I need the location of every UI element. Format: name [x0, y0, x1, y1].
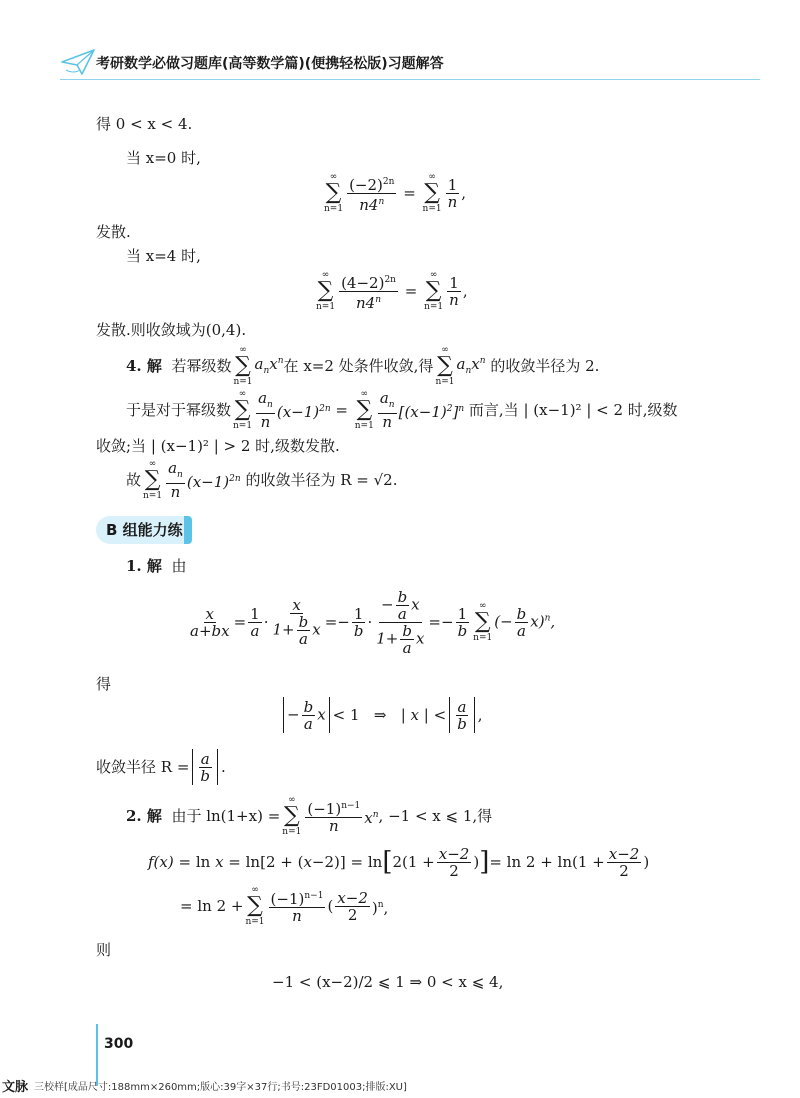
b1-label: 1. 解 — [126, 557, 162, 575]
b1-radius: 收敛半径 R = $\frac{a}{b}$ . — [96, 749, 226, 785]
line-diverge-1: 发散. — [96, 223, 131, 241]
b2-text-a: 由于 ln(1+x) = — [171, 807, 281, 825]
b2-formula-2: = ln 2 + ∞ ∑ n=1 $\frac{(-1)^{n-1}}{n}$ ( $\frac{x-2}{2}$ )$^n$, — [180, 885, 389, 927]
page-number: 300 — [104, 1036, 134, 1052]
p4-text-c: 的收敛半径为 2. — [490, 357, 600, 375]
problem-4-line-3: 收敛;当 | (x−1)² | > 2 时,级数发散. — [96, 437, 340, 455]
problem-4-line-1: 4. 解 若幂级数 ∞ ∑ n=1 $a_nx^n$ 在 x=2 处条件收敛,得 ∞ ∑ n=1 $a_nx^n$ 的收敛半径为 2. — [126, 345, 600, 387]
b1-inequality: − $\frac{b}{a}$ x < 1 ⇒ | x | < $\frac{a}{b}$ , — [280, 694, 483, 736]
formula-x0: ∞ ∑ n=1 $\frac{(-2)^{2n}}{n4^n}$ = ∞ ∑ n=1 $\frac{1}{n}$ , — [324, 172, 467, 214]
line-case-x0: 当 x=0 时, — [126, 149, 201, 167]
problem-4-line-4: 故 ∞ ∑ n=1 $\frac{a_n}{n}$ $(x-1)^{2n}$ 的收敛半径为 R = √2. — [126, 459, 398, 501]
b1-de: 得 — [96, 675, 112, 693]
b1-text-r: 收敛半径 R = — [96, 758, 190, 776]
header-rule — [60, 79, 760, 80]
line-x-range: 得 0 < x < 4. — [96, 115, 193, 133]
b1-text-a: 由 — [171, 557, 187, 575]
p4-text-a: 若幂级数 — [171, 357, 232, 375]
b1-formula-expansion: $\frac{x}{a+bx}$ = $\frac{1}{a}$ · x 1+ $\frac{b}{a}$ x =− $\frac{1}{b}$ · − $\frac{b}{a}$ x 1+ $\frac{b}{a}$ x =− $\frac{1}{b}$ ∞ ∑ n=1 (− $\frac{b}{a}$ x)$^n$, — [190, 587, 556, 657]
section-badge-tab — [184, 516, 192, 544]
b2-formula-1: f(x) = ln x = ln[2 + (x−2)] = ln [ 2(1 + $\frac{x-2}{2}$ ) ] = ln 2 + ln(1 + $\frac{x-2}{2}$ ) — [148, 844, 650, 880]
p4-text-b: 在 x=2 处条件收敛,得 — [283, 357, 434, 375]
problem-4-line-2: 于是对于幂级数 ∞ ∑ n=1 $\frac{a_n}{n}$ $(x-1)^{2n}$ = ∞ ∑ n=1 $\frac{a_n}{n}$ $[(x-1)^2]^n$ 而言,当 | (x−1)² | < 2 时,级数 — [126, 389, 678, 431]
footer-brand: 文脉 — [2, 1080, 29, 1095]
b1-intro — [126, 556, 186, 576]
b2-last-line: −1 < (x−2)/2 ⩽ 1 ⇒ 0 < x ⩽ 4, — [272, 973, 504, 991]
footer — [0, 1074, 800, 1098]
b2-line-1: 2. 解 由于 ln(1+x) = ∞ ∑ n=1 $\frac{(-1)^{n-1}}{n}$ $x^n$ , −1 < x ⩽ 1,得 — [126, 795, 493, 837]
b2-text-b: , −1 < x ⩽ 1,得 — [378, 807, 493, 825]
line-convergence-domain: 发散.则收敛域为(0,4). — [96, 321, 247, 339]
p4-text-e: 而言,当 | (x−1)² | < 2 时,级数 — [468, 401, 678, 419]
problem-4-label: 4. 解 — [126, 357, 162, 375]
line-case-x4: 当 x=4 时, — [126, 247, 201, 265]
paper-plane-icon — [60, 48, 96, 76]
section-heading: B 组能力练 — [106, 521, 183, 539]
p4-text-d: 于是对于幂级数 — [126, 401, 232, 419]
b2-label: 2. 解 — [126, 807, 162, 825]
b2-ze: 则 — [96, 941, 112, 959]
formula-x4: ∞ ∑ n=1 $\frac{(4-2)^{2n}}{n4^n}$ = ∞ ∑ n=1 $\frac{1}{n}$ , — [316, 270, 468, 312]
header-title: 考研数学必做习题库(高等数学篇)(便携轻松版)习题解答 — [96, 56, 444, 72]
p4-text-g: 故 — [126, 471, 142, 489]
p4-text-h: 的收敛半径为 R = √2. — [245, 471, 398, 489]
footer-info: 三校样[成品尺寸:188mm×260mm;版心:39字×37行;书号:23FD01003;排版:XU] — [34, 1082, 407, 1093]
